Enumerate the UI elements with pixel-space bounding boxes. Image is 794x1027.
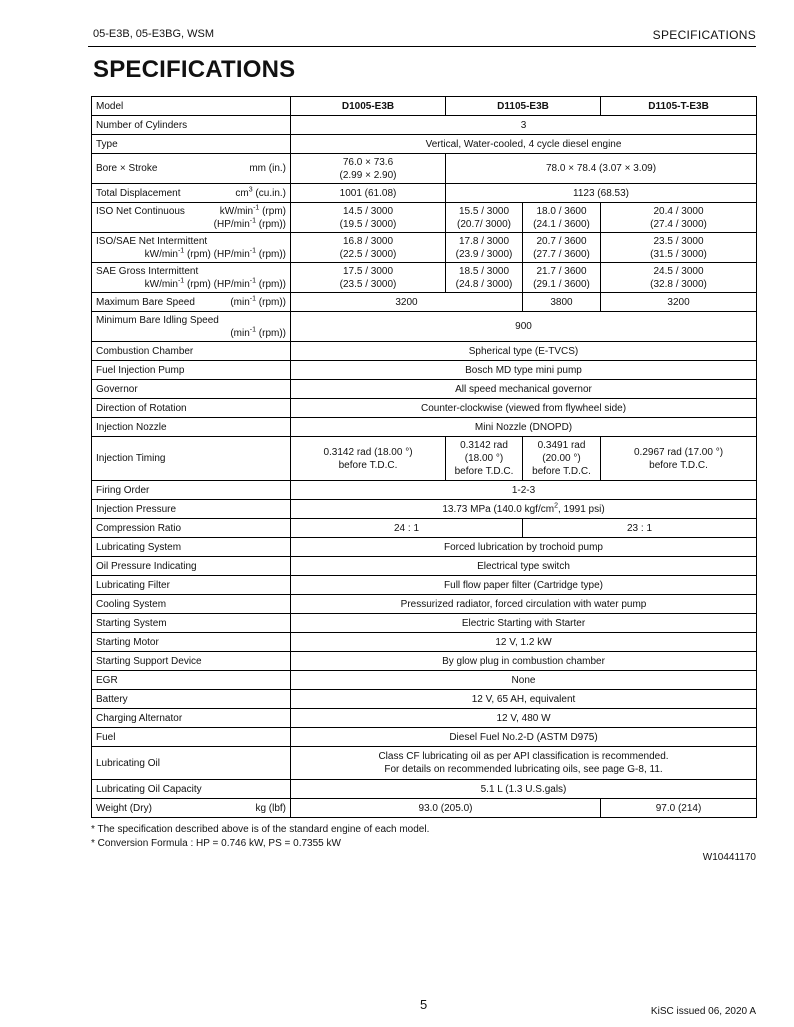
row-alternator	[92, 709, 757, 728]
value-sae-gross-d: 24.5 / 3000 (32.8 / 3000)	[601, 263, 757, 293]
row-lub-filter	[92, 576, 757, 595]
value-fuel-pump: Bosch MD type mini pump	[291, 361, 757, 380]
value-alternator: 12 V, 480 W	[291, 709, 757, 728]
value-rotation: Counter-clockwise (viewed from flywheel side)	[291, 399, 757, 418]
row-battery	[92, 690, 757, 709]
label-fuel-pump: Fuel Injection Pump	[92, 361, 291, 380]
label-sae-gross	[92, 263, 291, 293]
row-model	[92, 97, 757, 116]
label-displacement-unit: $cm^3$ (cu.in.)	[235, 186, 286, 199]
row-starting-support	[92, 652, 757, 671]
row-injection-pressure	[92, 500, 757, 519]
value-iso-net-a: 14.5 / 3000 (19.5 / 3000)	[291, 203, 446, 233]
value-lub-system: Forced lubrication by trochoid pump	[291, 538, 757, 557]
value-weight-a: 93.0 (205.0)	[291, 799, 601, 818]
label-iso-net-text: ISO Net Continuous	[96, 205, 185, 217]
value-iso-sae-a: 16.8 / 3000 (22.5 / 3000)	[291, 233, 446, 263]
label-displacement-text: Total Displacement	[96, 187, 181, 199]
value-sae-gross-c: 21.7 / 3600 (29.1 / 3600)	[523, 263, 601, 293]
value-starting-system: Electric Starting with Starter	[291, 614, 757, 633]
label-min-idle-unit: ($\min^{-1}$ (rpm))	[230, 326, 286, 339]
footnote-conversion-formula: * Conversion Formula : HP = 0.746 kW, PS = 0.7355 kW	[91, 838, 341, 849]
row-fuel	[92, 728, 757, 747]
value-bore-d1005-imperial: (2.99 × 2.90)	[339, 169, 397, 181]
label-weight-unit: kg (lbf)	[255, 802, 286, 814]
row-min-idle-speed	[92, 312, 757, 342]
value-timing-c: 0.3491 rad (20.00 °) before T.D.C.	[523, 437, 601, 481]
value-egr: None	[291, 671, 757, 690]
label-fuel: Fuel	[92, 728, 291, 747]
label-iso-sae	[92, 233, 291, 263]
value-starting-support: By glow plug in combustion chamber	[291, 652, 757, 671]
label-bore-stroke	[92, 154, 291, 184]
value-oil-pressure: Electrical type switch	[291, 557, 757, 576]
row-egr	[92, 671, 757, 690]
value-bore-d1105: 78.0 × 78.4 (3.07 × 3.09)	[446, 154, 757, 184]
header-document-id: 05-E3B, 05-E3BG, WSM	[93, 28, 215, 40]
value-combustion: Spherical type (E-TVCS)	[291, 342, 757, 361]
label-timing: Injection Timing	[92, 437, 291, 481]
row-max-bare-speed	[92, 293, 757, 312]
row-compression-ratio	[92, 519, 757, 538]
label-min-idle-text: Minimum Bare Idling Speed	[96, 314, 219, 326]
row-displacement	[92, 184, 757, 203]
value-type: Vertical, Water-cooled, 4 cycle diesel engine	[291, 135, 757, 154]
row-injection-timing	[92, 437, 757, 481]
row-bore-stroke	[92, 154, 757, 184]
value-compression-a: 24 : 1	[291, 519, 523, 538]
document-code: W10441170	[702, 852, 756, 863]
row-cylinders	[92, 116, 757, 135]
value-max-speed-ab: 3200	[291, 293, 523, 312]
issue-info: KiSC issued 06, 2020 A	[650, 1006, 756, 1017]
page-title: SPECIFICATIONS	[93, 56, 296, 83]
row-cooling	[92, 595, 757, 614]
label-max-speed	[92, 293, 291, 312]
row-governor	[92, 380, 757, 399]
label-weight-text: Weight (Dry)	[96, 802, 152, 814]
label-bore-unit: mm (in.)	[249, 163, 286, 174]
value-sae-gross-a: 17.5 / 3000 (23.5 / 3000)	[291, 263, 446, 293]
label-governor: Governor	[92, 380, 291, 399]
label-compression: Compression Ratio	[92, 519, 291, 538]
row-starting-system	[92, 614, 757, 633]
label-oil-pressure: Oil Pressure Indicating	[92, 557, 291, 576]
label-starting-motor: Starting Motor	[92, 633, 291, 652]
label-iso-net	[92, 203, 291, 233]
value-iso-net-b: 15.5 / 3000 (20.7/ 3000)	[446, 203, 523, 233]
model-d1105-e3b: D1105-E3B	[446, 97, 601, 116]
row-combustion	[92, 342, 757, 361]
value-weight-b: 97.0 (214)	[601, 799, 757, 818]
label-inj-pressure: Injection Pressure	[92, 500, 291, 519]
value-starting-motor: 12 V, 1.2 kW	[291, 633, 757, 652]
row-lub-capacity	[92, 780, 757, 799]
value-fuel: Diesel Fuel No.2-D (ASTM D975)	[291, 728, 757, 747]
value-sae-gross-b: 18.5 / 3000 (24.8 / 3000)	[446, 263, 523, 293]
label-max-speed-text: Maximum Bare Speed	[96, 296, 195, 308]
label-combustion: Combustion Chamber	[92, 342, 291, 361]
label-lub-system: Lubricating System	[92, 538, 291, 557]
value-min-idle: 900	[291, 312, 757, 342]
value-displacement-d1005: 1001 (61.08)	[291, 184, 446, 203]
value-iso-sae-d: 23.5 / 3000 (31.5 / 3000)	[601, 233, 757, 263]
value-lub-filter: Full flow paper filter (Cartridge type)	[291, 576, 757, 595]
label-starting-system: Starting System	[92, 614, 291, 633]
label-lub-filter: Lubricating Filter	[92, 576, 291, 595]
label-battery: Battery	[92, 690, 291, 709]
value-timing-a: 0.3142 rad (18.00 °) before T.D.C.	[291, 437, 446, 481]
row-sae-gross-intermittent	[92, 263, 757, 293]
label-iso-net-unit2: ($HP/\min^{-1}$ (rpm))	[213, 217, 286, 230]
value-iso-net-c: 18.0 / 3600 (24.1 / 3600)	[523, 203, 601, 233]
model-d1105-t-e3b: D1105-T-E3B	[601, 97, 757, 116]
specifications-table	[91, 96, 757, 818]
header-rule	[88, 46, 756, 47]
label-cylinders: Number of Cylinders	[92, 116, 291, 135]
value-battery: 12 V, 65 AH, equivalent	[291, 690, 757, 709]
value-firing: 1-2-3	[291, 481, 757, 500]
row-rotation	[92, 399, 757, 418]
label-cooling: Cooling System	[92, 595, 291, 614]
label-lub-oil: Lubricating Oil	[92, 747, 291, 780]
label-weight	[92, 799, 291, 818]
label-displacement	[92, 184, 291, 203]
label-alternator: Charging Alternator	[92, 709, 291, 728]
row-fuel-pump	[92, 361, 757, 380]
label-iso-sae-text: ISO/SAE Net Intermittent	[96, 235, 208, 247]
row-iso-net-continuous	[92, 203, 757, 233]
label-starting-support: Starting Support Device	[92, 652, 291, 671]
label-sae-gross-unit: $kW/\min^{-1}$ (rpm) ($HP/\min^{-1}$ (rpm))	[144, 277, 286, 290]
value-timing-b: 0.3142 rad (18.00 °) before T.D.C.	[446, 437, 523, 481]
value-bore-d1005	[291, 154, 446, 184]
value-cylinders: 3	[291, 116, 757, 135]
row-starting-motor	[92, 633, 757, 652]
label-firing: Firing Order	[92, 481, 291, 500]
page-number: 5	[420, 997, 428, 1012]
value-nozzle: Mini Nozzle (DNOPD)	[291, 418, 757, 437]
value-displacement-d1105: 1123 (68.53)	[446, 184, 757, 203]
footnote-standard-engine: * The specification described above is of the standard engine of each model.	[91, 824, 430, 835]
value-cooling: Pressurized radiator, forced circulation with water pump	[291, 595, 757, 614]
row-lub-system	[92, 538, 757, 557]
value-lub-capacity: 5.1 L (1.3 U.S.gals)	[291, 780, 757, 799]
label-nozzle: Injection Nozzle	[92, 418, 291, 437]
value-max-speed-c: 3800	[523, 293, 601, 312]
value-iso-net-d: 20.4 / 3000 (27.4 / 3000)	[601, 203, 757, 233]
label-iso-net-unit1: $kW/\min^{-1}$ (rpm)	[219, 204, 286, 217]
value-bore-d1005-metric: 76.0 × 73.6	[342, 156, 394, 168]
label-sae-gross-text: SAE Gross Intermittent	[96, 265, 199, 277]
value-iso-sae-b: 17.8 / 3000 (23.9 / 3000)	[446, 233, 523, 263]
label-iso-sae-unit: $kW/\min^{-1}$ (rpm) ($HP/\min^{-1}$ (rpm))	[144, 247, 286, 260]
row-firing-order	[92, 481, 757, 500]
row-lub-oil	[92, 747, 757, 780]
label-rotation: Direction of Rotation	[92, 399, 291, 418]
header-section-title: SPECIFICATIONS	[652, 28, 756, 42]
label-model: Model	[92, 97, 291, 116]
label-min-idle	[92, 312, 291, 342]
label-bore-text: Bore × Stroke	[96, 163, 158, 174]
value-compression-b: 23 : 1	[523, 519, 757, 538]
model-d1005-e3b: D1005-E3B	[291, 97, 446, 116]
label-max-speed-unit: ($\min^{-1}$ (rpm))	[230, 295, 286, 308]
row-nozzle	[92, 418, 757, 437]
label-type: Type	[92, 135, 291, 154]
value-inj-pressure: 13.73 MPa (140.0 kgf/$cm^2$, 1991 psi)	[291, 500, 757, 519]
row-oil-pressure	[92, 557, 757, 576]
value-governor: All speed mechanical governor	[291, 380, 757, 399]
row-weight	[92, 799, 757, 818]
label-lub-capacity: Lubricating Oil Capacity	[92, 780, 291, 799]
label-egr: EGR	[92, 671, 291, 690]
row-type	[92, 135, 757, 154]
value-iso-sae-c: 20.7 / 3600 (27.7 / 3600)	[523, 233, 601, 263]
value-lub-oil: Class CF lubricating oil as per API classification is recommended. For details on recommended lubricating oils, see page G-8, 11.	[291, 747, 757, 780]
value-timing-d: 0.2967 rad (17.00 °) before T.D.C.	[601, 437, 757, 481]
row-iso-sae-intermittent	[92, 233, 757, 263]
value-max-speed-d: 3200	[601, 293, 757, 312]
